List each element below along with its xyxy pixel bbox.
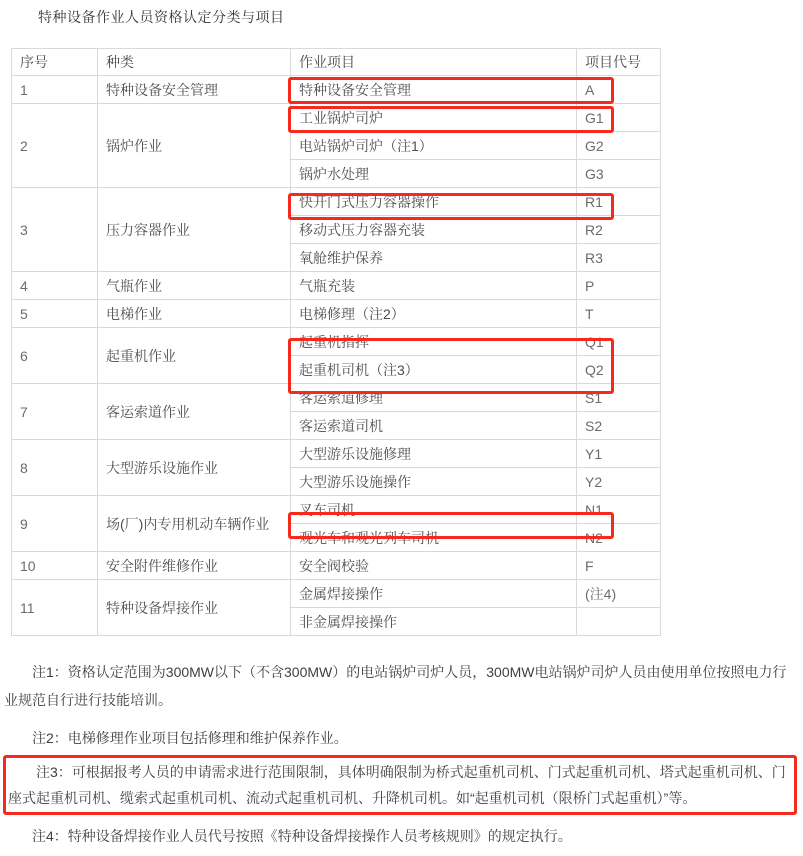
row-number-cell: 3 (12, 188, 98, 272)
project-cell: 氧舱维护保养 (291, 244, 577, 272)
code-cell (577, 608, 661, 636)
code-cell: Y2 (577, 468, 661, 496)
category-cell: 气瓶作业 (98, 272, 291, 300)
category-cell: 锅炉作业 (98, 104, 291, 188)
header-code: 项目代号 (577, 49, 661, 76)
row-number-cell: 11 (12, 580, 98, 636)
code-cell: P (577, 272, 661, 300)
code-cell: R3 (577, 244, 661, 272)
note-4: 注4：特种设备焊接作业人员代号按照《特种设备焊接操作人员考核规则》的规定执行。 (32, 828, 572, 844)
code-cell: G2 (577, 132, 661, 160)
project-cell: 安全阀校验 (291, 552, 577, 580)
code-cell: Q1 (577, 328, 661, 356)
project-cell: 客运索道修理 (291, 384, 577, 412)
header-no: 序号 (12, 49, 98, 76)
code-cell: N1 (577, 496, 661, 524)
code-cell: S2 (577, 412, 661, 440)
code-cell: N2 (577, 524, 661, 552)
category-cell: 场(厂)内专用机动车辆作业 (98, 496, 291, 552)
row-number-cell: 7 (12, 384, 98, 440)
project-cell: 大型游乐设施修理 (291, 440, 577, 468)
note-1: 注1：资格认定范围为300MW以下（不含300MW）的电站锅炉司炉人员，300MW电站锅炉司炉人员由使用单位按照电力行业规范自行进行技能培训。 (4, 664, 787, 708)
header-category: 种类 (98, 49, 291, 76)
row-number-cell: 1 (12, 76, 98, 104)
category-cell: 电梯作业 (98, 300, 291, 328)
row-number-cell: 2 (12, 104, 98, 188)
row-number-cell: 4 (12, 272, 98, 300)
table-row (12, 328, 661, 356)
table-row (12, 104, 661, 132)
project-cell: 特种设备安全管理 (291, 76, 577, 104)
category-cell: 特种设备焊接作业 (98, 580, 291, 636)
project-cell: 电站锅炉司炉（注1） (291, 132, 577, 160)
code-cell: Q2 (577, 356, 661, 384)
note-3: 注3：可根据报考人员的申请需求进行范围限制，具体明确限制为桥式起重机司机、门式起重机司机、塔式起重机司机、门座式起重机司机、缆索式起重机司机、流动式起重机司机、升降机司机。如“起重机司机（限桥门式起重机）”等。 (8, 764, 786, 806)
table-row (12, 188, 661, 216)
project-cell: 金属焊接操作 (291, 580, 577, 608)
table-row (12, 384, 661, 412)
category-cell: 起重机作业 (98, 328, 291, 384)
code-cell: A (577, 76, 661, 104)
category-cell: 大型游乐设施作业 (98, 440, 291, 496)
row-number-cell: 10 (12, 552, 98, 580)
category-cell: 压力容器作业 (98, 188, 291, 272)
note-2: 注2：电梯修理作业项目包括修理和维护保养作业。 (32, 730, 348, 746)
table-row (12, 496, 661, 524)
category-cell: 客运索道作业 (98, 384, 291, 440)
project-cell: 锅炉水处理 (291, 160, 577, 188)
category-cell: 特种设备安全管理 (98, 76, 291, 104)
code-cell: (注4) (577, 580, 661, 608)
code-cell: G3 (577, 160, 661, 188)
project-cell: 起重机司机（注3） (291, 356, 577, 384)
project-cell: 观光车和观光列车司机 (291, 524, 577, 552)
header-project: 作业项目 (291, 49, 577, 76)
row-number-cell: 9 (12, 496, 98, 552)
code-cell: R1 (577, 188, 661, 216)
project-cell: 大型游乐设施操作 (291, 468, 577, 496)
project-cell: 非金属焊接操作 (291, 608, 577, 636)
table-row (12, 76, 661, 104)
table-row (12, 300, 661, 328)
table-row (12, 552, 661, 580)
table-row (12, 440, 661, 468)
code-cell: R2 (577, 216, 661, 244)
code-cell: S1 (577, 384, 661, 412)
page-title: 特种设备作业人员资格认定分类与项目 (38, 9, 285, 25)
code-cell: F (577, 552, 661, 580)
code-cell: Y1 (577, 440, 661, 468)
project-cell: 移动式压力容器充装 (291, 216, 577, 244)
project-cell: 客运索道司机 (291, 412, 577, 440)
row-number-cell: 5 (12, 300, 98, 328)
code-cell: G1 (577, 104, 661, 132)
project-cell: 叉车司机 (291, 496, 577, 524)
project-cell: 电梯修理（注2） (291, 300, 577, 328)
row-number-cell: 8 (12, 440, 98, 496)
table-row (12, 272, 661, 300)
project-cell: 起重机指挥 (291, 328, 577, 356)
category-cell: 安全附件维修作业 (98, 552, 291, 580)
qualification-table (11, 48, 661, 636)
row-number-cell: 6 (12, 328, 98, 384)
project-cell: 气瓶充装 (291, 272, 577, 300)
project-cell: 工业锅炉司炉 (291, 104, 577, 132)
highlight-box-note-3 (3, 755, 797, 815)
table-row (12, 580, 661, 608)
project-cell: 快开门式压力容器操作 (291, 188, 577, 216)
code-cell: T (577, 300, 661, 328)
table-header-row (12, 49, 661, 76)
